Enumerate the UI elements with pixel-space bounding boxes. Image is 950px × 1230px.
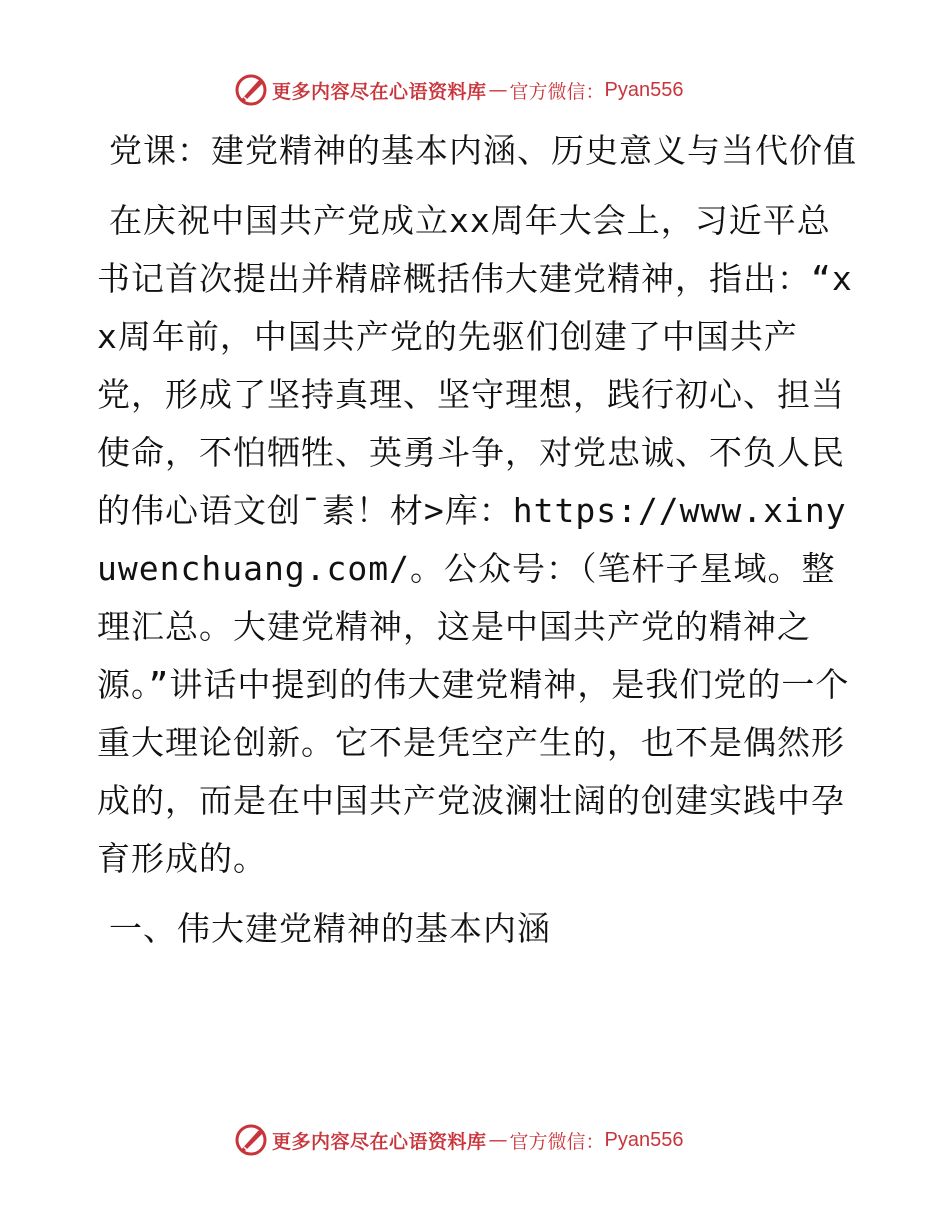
footer-banner (234, 1122, 754, 1158)
banner-wechat-label: 官方微信： (509, 1130, 605, 1153)
banner-wechat-label: 官方微信： (509, 80, 605, 103)
banner-text: 更多内容尽在心语资料库 (272, 80, 487, 103)
quill-logo-icon (234, 73, 268, 107)
banner-dash: — (488, 1129, 508, 1151)
banner-text: 更多内容尽在心语资料库 (272, 1130, 487, 1153)
document-title: 党课：建党精神的基本内涵、历史意义与当代价值 (109, 131, 857, 170)
banner-wechat-id: Pyan556 (604, 1128, 684, 1151)
banner-dash: — (488, 79, 508, 101)
intro-paragraph: 在庆祝中国共产党成立xx周年大会上，习近平总书记首次提出并精辟概括伟大建党精神，指出：“xx周年前，中国共产党的先驱们创建了中国共产党，形成了坚持真理、坚守理想，践行初心、担当使命，不怕牺牲、英勇斗争，对党忠诚、不负人民的伟心语文创¯素！材>库：https://www.xinyuwenchuang.com/。公众号：（笔杆子星域。整理汇总。大建党精神，这是中国共产党的精神之源。”讲话中提到的伟大建党精神，是我们党的一个重大理论创新。它不是凭空产生的，也不是偶然形成的，而是在中国共产党波澜壮阔的创建实践中孕育形成的。 (97, 201, 853, 878)
document-body (97, 122, 857, 958)
quill-logo-icon (234, 1123, 268, 1157)
header-banner (234, 72, 754, 108)
section-heading: 一、伟大建党精神的基本内涵 (109, 909, 551, 948)
banner-wechat-id: Pyan556 (604, 78, 684, 101)
